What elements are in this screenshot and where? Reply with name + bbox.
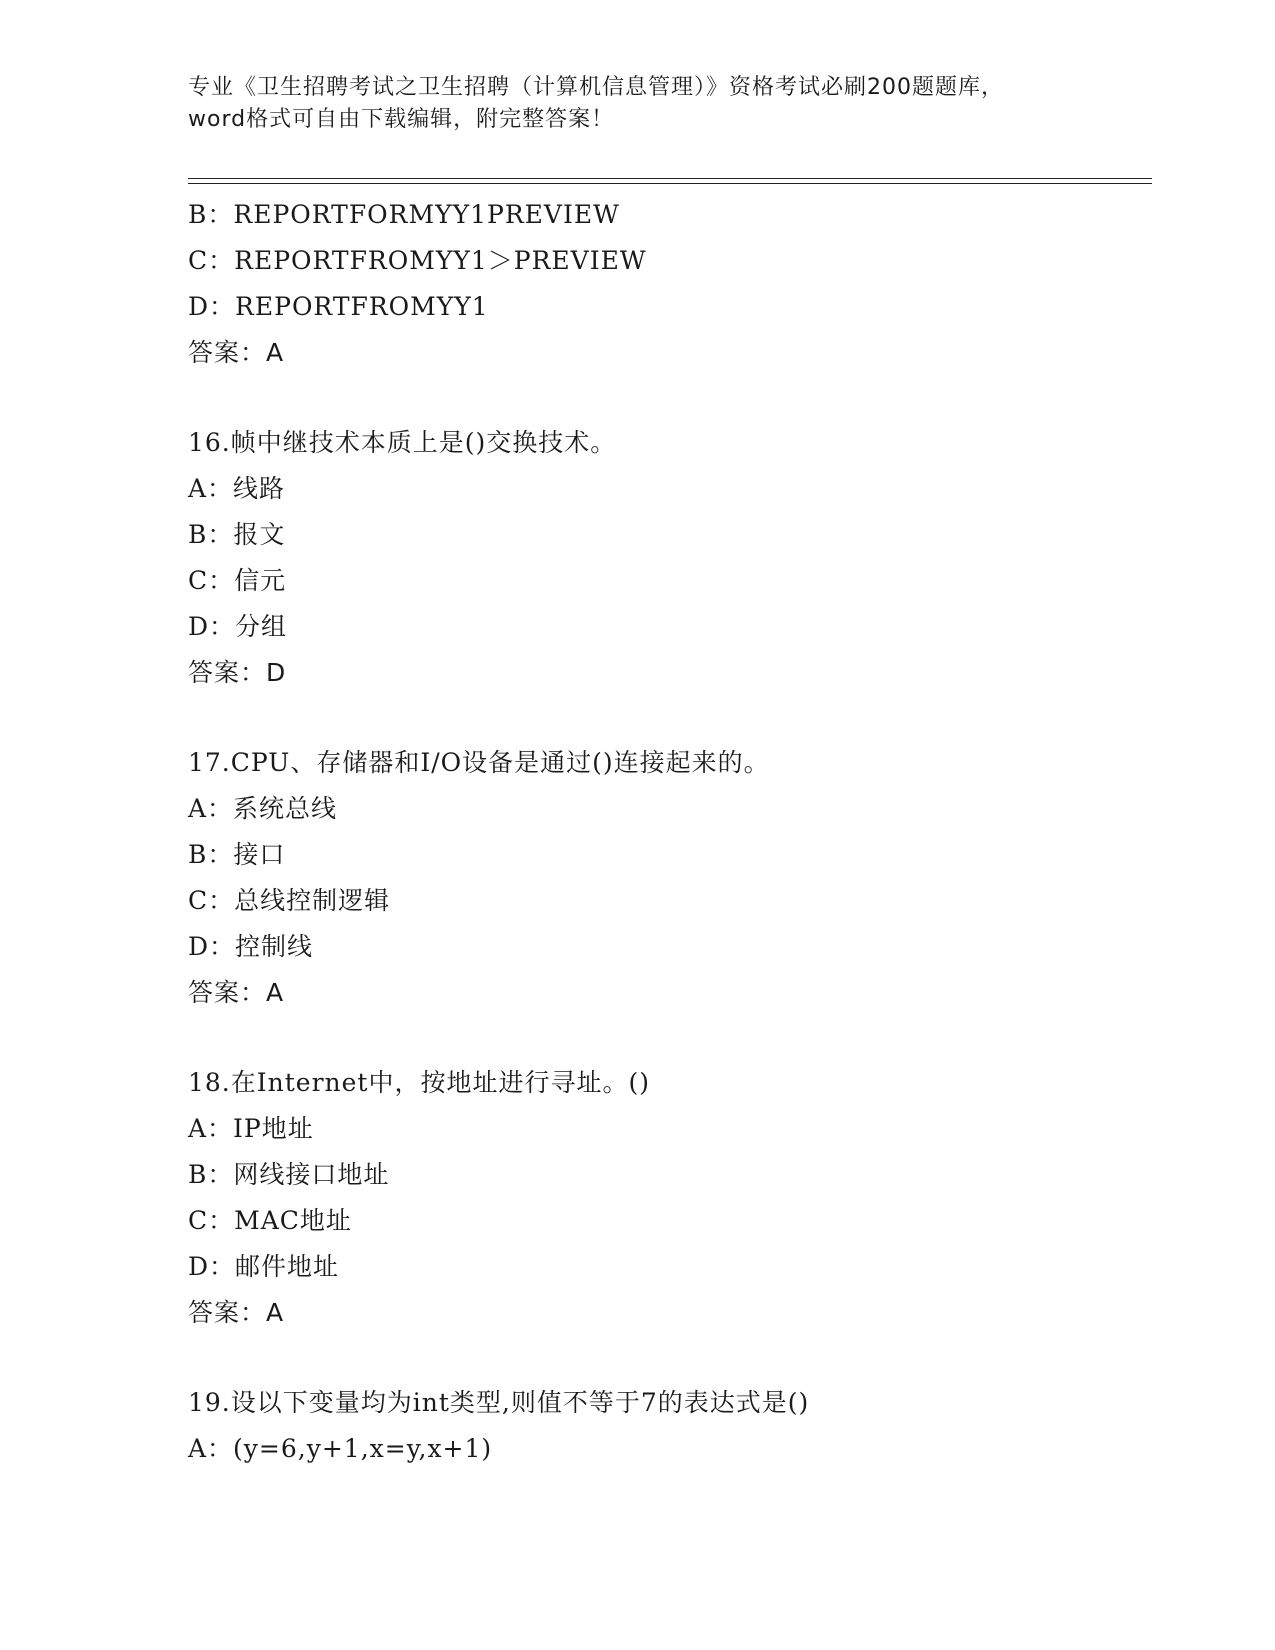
header-divider-bottom bbox=[188, 183, 1152, 184]
answer: 答案：D bbox=[188, 658, 287, 687]
header-line-2: word格式可自由下载编辑，附完整答案！ bbox=[188, 107, 615, 132]
question-17 bbox=[188, 740, 1148, 1016]
option-a: A：(y=6,y+1,x=y,x+1) bbox=[188, 1434, 493, 1463]
option-d: D：控制线 bbox=[188, 932, 314, 961]
option-a: A：线路 bbox=[188, 474, 286, 503]
option-d: D：分组 bbox=[188, 612, 288, 641]
answer: 答案：A bbox=[188, 1298, 285, 1327]
document-header bbox=[188, 72, 1088, 136]
option-a: A：系统总线 bbox=[188, 794, 338, 823]
option-c: C：信元 bbox=[188, 566, 287, 595]
option-b: B：接口 bbox=[188, 840, 286, 869]
question-title: 18.在Internet中，按地址进行寻址。() bbox=[188, 1068, 650, 1097]
question-18 bbox=[188, 1060, 1148, 1336]
question-16 bbox=[188, 420, 1148, 696]
header-divider-top bbox=[188, 178, 1152, 179]
option-a: A：IP地址 bbox=[188, 1114, 314, 1143]
header-line-1: 专业《卫生招聘考试之卫生招聘（计算机信息管理）》资格考试必刷200题题库， bbox=[188, 75, 1004, 100]
option-c: C：MAC地址 bbox=[188, 1206, 352, 1235]
option-b: B：REPORTFORMYY1PREVIEW bbox=[188, 200, 620, 229]
question-title: 17.CPU、存储器和I/O设备是通过()连接起来的。 bbox=[188, 748, 770, 777]
option-d: D：REPORTFROMYY1 bbox=[188, 292, 489, 321]
question-title: 19.设以下变量均为int类型,则值不等于7的表达式是() bbox=[188, 1388, 810, 1417]
question-15-continued bbox=[188, 192, 1148, 376]
question-title: 16.帧中继技术本质上是()交换技术。 bbox=[188, 428, 617, 457]
option-b: B：报文 bbox=[188, 520, 286, 549]
answer: 答案：A bbox=[188, 338, 285, 367]
option-c: C：REPORTFROMYY1＞PREVIEW bbox=[188, 246, 647, 275]
option-b: B：网线接口地址 bbox=[188, 1160, 390, 1189]
answer: 答案：A bbox=[188, 978, 285, 1007]
question-list bbox=[188, 192, 1148, 1472]
option-c: C：总线控制逻辑 bbox=[188, 886, 391, 915]
question-19 bbox=[188, 1380, 1148, 1472]
option-d: D：邮件地址 bbox=[188, 1252, 340, 1281]
